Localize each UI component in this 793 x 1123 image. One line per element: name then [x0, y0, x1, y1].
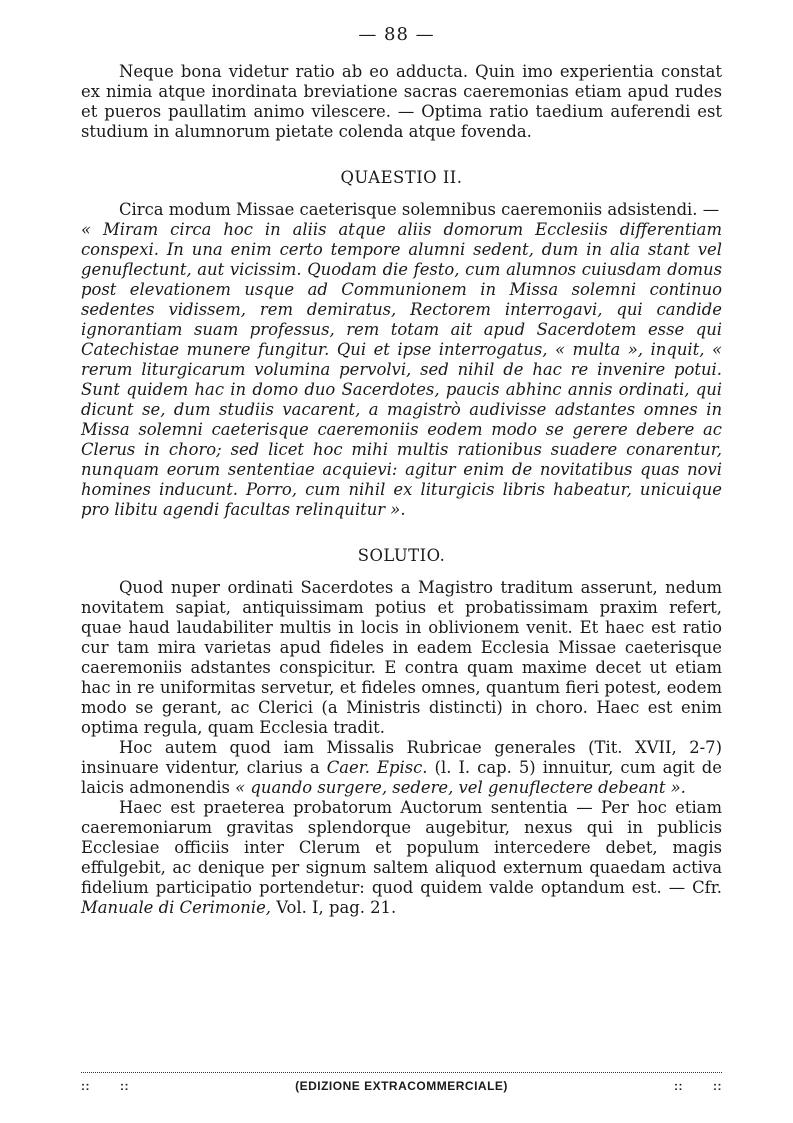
solutio-paragraph-1: Quod nuper ordinati Sacerdotes a Magistro traditum asserunt, nedum novitatem sapiat, antiquissimam potius et probatissimam praxim refert, quae haud laudabiliter multis in locis in oblivionem venit. Et haec est ratio cur tam mira varietas apud fideles in eadem Ecclesia Missae caeterisque caeremoniis adstantes conspicitur. E contra quam maxime decet ut etiam hac in re uniformitas servetur, et fideles omnes, quantum fieri potest, eodem modo se gerant, ac Clerici (a Ministris distincti) in choro. Haec est enim optima regula, quam Ecclesia tradit. — [81, 578, 722, 737]
quaestio-lead: Circa modum Missae caeterisque solemnibus caeremoniis adsistendi. — — [119, 200, 720, 219]
page-footer — [81, 1072, 722, 1093]
footer-left-marks — [81, 1079, 129, 1093]
quaestio-quote: « Miram circa hoc in aliis atque aliis domorum Ecclesiis differentiam conspexi. In una enim certo tempore alumni sedent, dum in alia stant vel genuflectunt, aut vicissim. Quodam die festo, cum alumnos cuiusdam domus post elevationem usque ad Communionem in Missa solemni continuo sedentes vidissem, rem demiratus, Rectorem interrogavi, qui candide ignorantiam suam professus, rem totam ait apud Sacerdotem esse qui Catechistae munere fungitur. Qui et ipse interrogatus, « multa », inquit, « rerum liturgicarum volumina pervolvi, sed nihil de hac re invenire potui. Sunt quidem hac in domo duo Sacerdotes, paucis abhinc annis ordinati, qui dicunt se, dum studiis vacarent, a magistrò audivisse adstantes omnes in Missa solemni caeterisque caeremoniis eodem modo se gerere debere ac Clerus in choro; sed licet hoc mihi multis rationibus suadere conarentur, nunquam eorum sententiae acquievi: agitur enim de novitatibus quas novi homines inducunt. Porro, cum nihil ex liturgicis libris habeatur, unicuique pro libitu agendi facultas relinquitur ». — [81, 220, 722, 519]
solutio-p2-text-a: Hoc autem quod iam Missalis Rubricae generales (Tit. XVII, 2-7) insinuare videntur, clarius a — [81, 738, 722, 777]
footer-right-marks — [674, 1079, 722, 1093]
page-number: — 88 — — [358, 24, 435, 45]
quaestio-title: QUAESTIO II. — [340, 168, 463, 187]
footer-mark: :: — [713, 1079, 722, 1093]
solutio-p2-quote: « quando surgere, sedere, vel genuflectere debeant ». — [235, 778, 686, 797]
footer-label: (EDIZIONE EXTRACOMMERCIALE) — [295, 1079, 508, 1093]
footer-mark: :: — [674, 1079, 683, 1093]
solutio-p2-reference: Caer. Episc. — [326, 758, 428, 777]
solutio-title: SOLUTIO. — [357, 546, 446, 565]
solutio-paragraph-2 — [81, 738, 722, 798]
footer-rule — [81, 1072, 722, 1073]
footer-row — [81, 1079, 722, 1093]
solutio-p3-text-b: Vol. I, pag. 21. — [270, 898, 397, 917]
solutio-paragraph-3 — [81, 798, 722, 918]
footer-mark: :: — [120, 1079, 129, 1093]
page-body — [81, 62, 722, 918]
intro-paragraph: Neque bona videtur ratio ab eo adducta. Quin imo experientia constat ex nimia atque inordinata breviatione sacras caeremonias etiam apud rudes et pueros paullatim animo vilescere. — Optima ratio taedium auferendi est studium in alumnorum pietate colenda atque fovenda. — [81, 62, 722, 141]
solutio-p3-reference: Manuale di Cerimonie, — [81, 898, 271, 917]
solutio-p2-text-b: (l. I. cap. 5) innuitur, cum agit de laicis admonendis — [81, 758, 722, 797]
footer-mark: :: — [81, 1079, 90, 1093]
solutio-p3-text-a: Haec est praeterea probatorum Auctorum sententia — Per hoc etiam caeremoniarum gravitas splendorque augebitur, nexus qui in publicis Ecclesiae officiis inter Clerum et populum intercedere debet, magis effulgebit, ac denique per signum saltem aliquod externum quaedam activa fidelium participatio portendetur: quod quidem valde optandum est. — Cfr. — [81, 798, 722, 897]
